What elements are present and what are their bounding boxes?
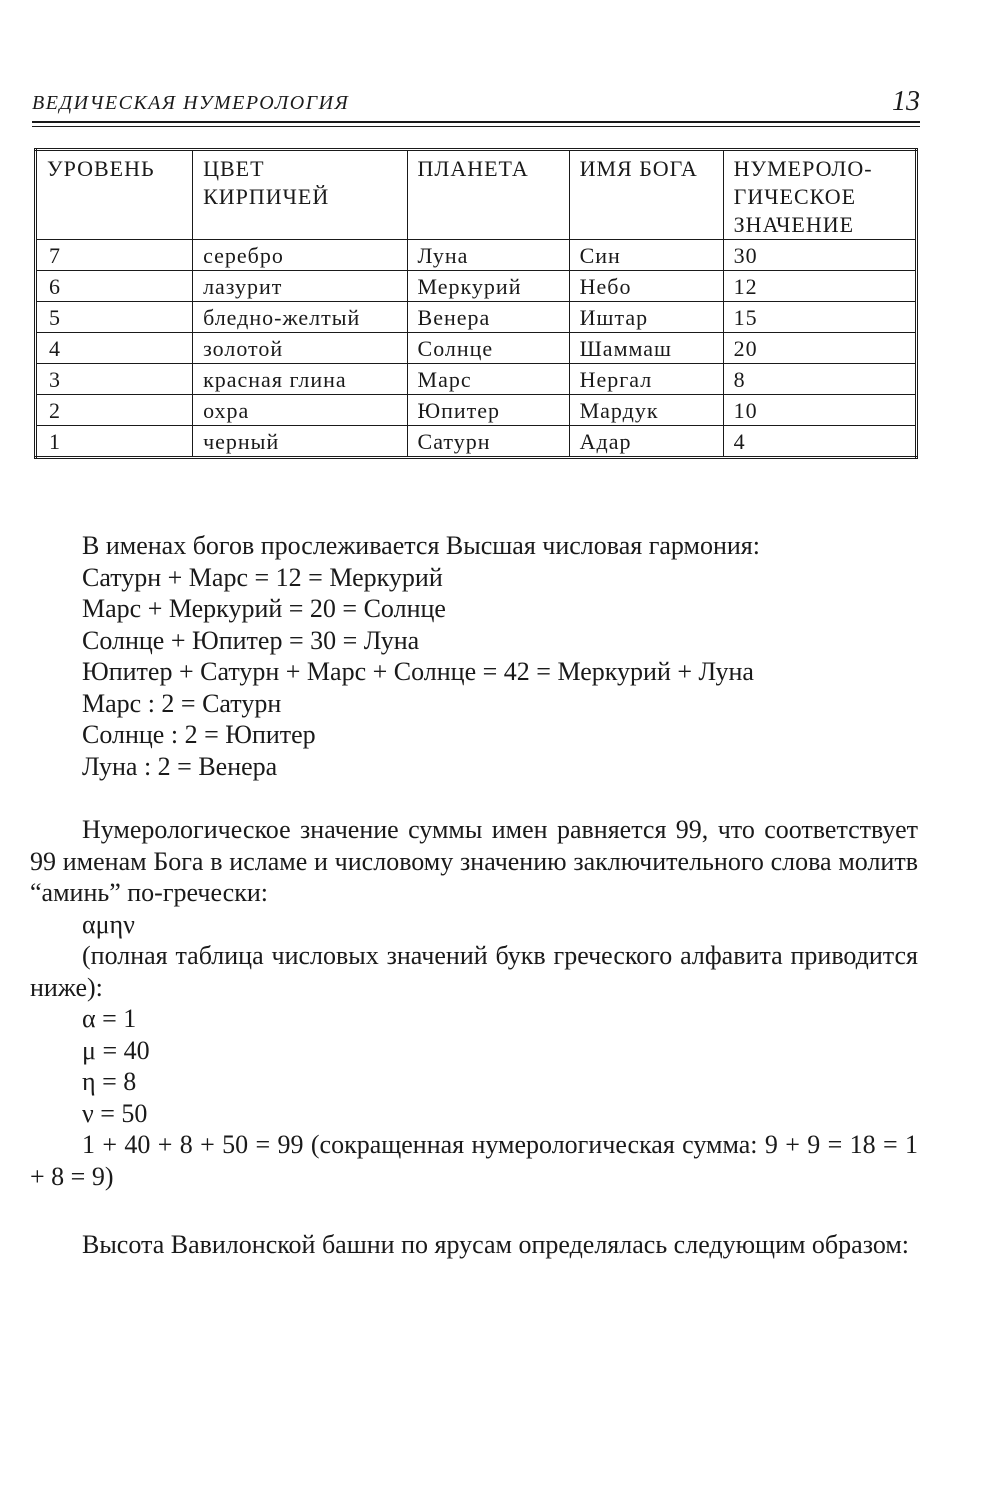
cell-color: золотой bbox=[193, 333, 407, 364]
cell-value: 30 bbox=[723, 240, 916, 271]
cell-god: Син bbox=[569, 240, 723, 271]
header-rule-thin bbox=[32, 126, 920, 127]
cell-planet: Марс bbox=[407, 364, 569, 395]
tower-paragraph: Высота Вавилонской башни по ярусам определялась следующим образом: bbox=[82, 1230, 909, 1259]
cell-color: серебро bbox=[193, 240, 407, 271]
sum-line: 1 + 40 + 8 + 50 = 99 (сокращенная нумерологическая сумма: 9 + 9 = 18 = 1 + 8 = 9) bbox=[30, 1130, 918, 1191]
formula-line: Марс + Меркурий = 20 = Солнце bbox=[82, 594, 446, 623]
cell-god: Иштар bbox=[569, 302, 723, 333]
cell-planet: Солнце bbox=[407, 333, 569, 364]
running-title: ВЕДИЧЕСКАЯ НУМЕРОЛОГИЯ bbox=[32, 92, 350, 114]
cell-planet: Меркурий bbox=[407, 271, 569, 302]
cell-god: Небо bbox=[569, 271, 723, 302]
cell-level: 1 bbox=[36, 426, 193, 458]
formula-line: Юпитер + Сатурн + Марс + Солнце = 42 = Меркурий + Луна bbox=[82, 657, 754, 686]
formula-line: Луна : 2 = Венера bbox=[82, 751, 278, 781]
cell-god: Нергал bbox=[569, 364, 723, 395]
cell-color: охра bbox=[193, 395, 407, 426]
header-brick-color: ЦВЕТ КИРПИЧЕЙ bbox=[193, 150, 407, 240]
gods-table bbox=[34, 148, 918, 459]
cell-value: 10 bbox=[723, 395, 916, 426]
page-number: 13 bbox=[892, 86, 920, 117]
table-row bbox=[36, 426, 917, 458]
cell-god: Адар bbox=[569, 426, 723, 458]
cell-level: 3 bbox=[36, 364, 193, 395]
cell-color: лазурит bbox=[193, 271, 407, 302]
formula-line: Солнце : 2 = Юпитер bbox=[82, 720, 316, 749]
header-level: УРОВЕНЬ bbox=[36, 150, 193, 240]
cell-god: Мардук bbox=[569, 395, 723, 426]
table-row bbox=[36, 302, 917, 333]
cell-planet: Венера bbox=[407, 302, 569, 333]
greek-letter-value: ν = 50 bbox=[82, 1098, 148, 1128]
cell-level: 7 bbox=[36, 240, 193, 271]
greek-letter-value: η = 8 bbox=[82, 1067, 137, 1096]
cell-planet: Юпитер bbox=[407, 395, 569, 426]
table-row bbox=[36, 333, 917, 364]
tower-section bbox=[30, 1229, 918, 1261]
table-header-row bbox=[36, 150, 917, 240]
formula-line: Солнце + Юпитер = 30 = Луна bbox=[82, 625, 420, 655]
header-god-name: ИМЯ БОГА bbox=[569, 150, 723, 240]
greek-note: (полная таблица числовых значений букв греческого алфавита приводится ниже): bbox=[30, 941, 918, 1002]
page-header bbox=[32, 86, 920, 122]
table-row bbox=[36, 395, 917, 426]
cell-level: 2 bbox=[36, 395, 193, 426]
cell-value: 8 bbox=[723, 364, 916, 395]
cell-level: 5 bbox=[36, 302, 193, 333]
table-row bbox=[36, 364, 917, 395]
cell-value: 12 bbox=[723, 271, 916, 302]
cell-value: 15 bbox=[723, 302, 916, 333]
cell-planet: Луна bbox=[407, 240, 569, 271]
numerology-section bbox=[30, 814, 918, 1192]
cell-value: 4 bbox=[723, 426, 916, 458]
harmony-section bbox=[30, 530, 918, 782]
header-planet: ПЛАНЕТА bbox=[407, 150, 569, 240]
cell-level: 6 bbox=[36, 271, 193, 302]
cell-planet: Сатурн bbox=[407, 426, 569, 458]
cell-value: 20 bbox=[723, 333, 916, 364]
greek-word: αμην bbox=[82, 909, 135, 939]
header-numerology-value: НУМЕРОЛО- ГИЧЕСКОЕ ЗНАЧЕНИЕ bbox=[723, 150, 916, 240]
cell-god: Шаммаш bbox=[569, 333, 723, 364]
cell-color: черный bbox=[193, 426, 407, 458]
greek-letter-value: α = 1 bbox=[82, 1004, 137, 1033]
table-row bbox=[36, 271, 917, 302]
header-rule bbox=[32, 121, 920, 123]
table-row bbox=[36, 240, 917, 271]
cell-color: красная глина bbox=[193, 364, 407, 395]
cell-color: бледно-желтый bbox=[193, 302, 407, 333]
formula-line: Марс : 2 = Сатурн bbox=[82, 688, 282, 718]
cell-level: 4 bbox=[36, 333, 193, 364]
formula-line: Сатурн + Марс = 12 = Меркурий bbox=[82, 562, 443, 592]
greek-letter-value: μ = 40 bbox=[82, 1035, 150, 1065]
numerology-paragraph: Нумерологическое значение суммы имен равняется 99, что соответствует 99 именам Бога в исламе и числовому значению заключительного слова молитв “аминь” по-гречески: bbox=[30, 815, 918, 907]
harmony-intro: В именах богов прослеживается Высшая числовая гармония: bbox=[82, 531, 760, 560]
